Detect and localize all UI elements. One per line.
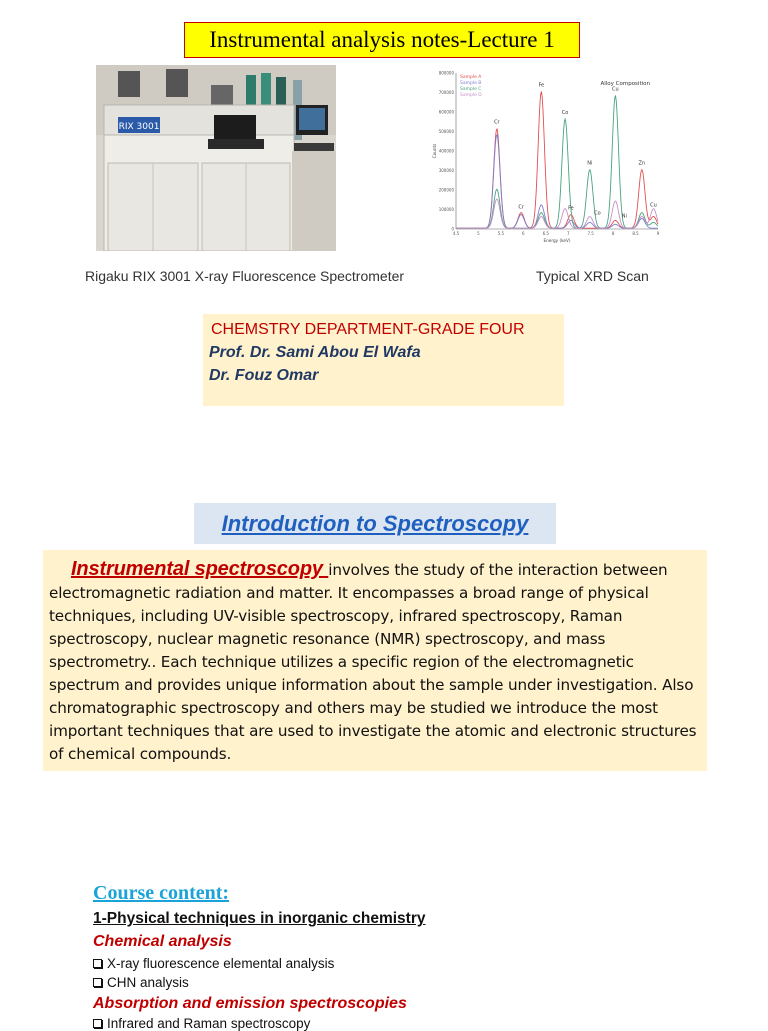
- peak-label: Fe: [538, 82, 545, 89]
- document-title: Instrumental analysis notes-Lecture 1: [184, 22, 580, 58]
- x-tick-label: 5.5: [497, 231, 505, 236]
- list-item-label: X-ray fluorescence elemental analysis: [107, 956, 335, 971]
- doctor-name: Dr. Fouz Omar: [209, 367, 319, 384]
- list-item: [93, 956, 334, 971]
- x-tick-label: 9: [656, 231, 660, 236]
- legend-entry: Sample A: [460, 75, 482, 80]
- peak-label: Cu: [650, 202, 657, 209]
- x-tick-label: 6.5: [542, 231, 549, 236]
- peak-label: Ni: [621, 213, 627, 220]
- chemical-analysis-subheading: Chemical analysis: [93, 933, 232, 950]
- peak-label: Zn: [638, 160, 646, 167]
- xrd-scan-chart: [430, 67, 665, 249]
- legend-entry: Sample C: [460, 87, 482, 92]
- legend-entry: Sample B: [460, 81, 482, 86]
- intro-paragraph: [49, 558, 701, 766]
- intro-paragraph-box: [43, 550, 707, 771]
- peak-label: Cu: [612, 86, 619, 93]
- svg-text:RIX 3001: RIX 3001: [118, 122, 160, 132]
- y-axis-label: Counts: [432, 143, 437, 159]
- professor-name: Prof. Dr. Sami Abou El Wafa: [209, 344, 421, 361]
- x-tick-label: 7.5: [587, 231, 594, 236]
- y-tick-label: 0: [451, 226, 454, 232]
- peak-label: Co: [594, 210, 601, 217]
- y-tick-label: 700000: [438, 90, 454, 95]
- x-tick-label: 8: [611, 231, 615, 236]
- x-tick-label: 7: [566, 231, 570, 236]
- x-tick-label: 5: [477, 231, 480, 236]
- list-item-label: CHN analysis: [107, 975, 189, 990]
- peak-label: Cr: [518, 204, 524, 211]
- x-tick-label: 8.5: [632, 231, 639, 236]
- peak-label: Fe: [568, 205, 574, 212]
- peak-label: Ni: [587, 160, 593, 167]
- department-box: [203, 314, 564, 406]
- y-tick-label: 400000: [438, 148, 454, 154]
- y-tick-label: 200000: [438, 187, 454, 193]
- photo-caption: Rigaku RIX 3001 X-ray Fluorescence Spectrometer: [85, 268, 405, 284]
- course-section-1: 1-Physical techniques in inorganic chemistry: [93, 910, 426, 927]
- intro-body-text: involves the study of the interaction between electromagnetic radiation and matter. It encompasses a broad range of physical techniques, including UV-visible spectroscopy, infrared spectroscopy, Raman spectroscopy, nuclear magnetic resonance (NMR) spectroscopy, and mass spectrometry.. Each technique utilizes a specific region of the electromagnetic spectrum and provides unique information about the sample under investigation. Also chromatographic spectroscopy and others may be studied we introduce the most important techniques that are used to investigate the atomic and electronic structures of chemical compounds.: [49, 561, 697, 763]
- y-tick-label: 800000: [438, 70, 454, 76]
- spectrometer-photo: [96, 65, 336, 251]
- peak-label: Cr: [494, 119, 500, 126]
- x-axis-label: Energy (keV): [543, 238, 571, 243]
- x-tick-label: 6: [522, 231, 525, 236]
- y-tick-label: 500000: [438, 129, 454, 134]
- chart-title: Alloy Composition: [600, 81, 650, 87]
- section-heading-introduction: Introduction to Spectroscopy: [194, 503, 556, 544]
- y-tick-label: 600000: [438, 109, 454, 115]
- department-name: CHEMSTRY DEPARTMENT-GRADE FOUR: [211, 321, 525, 338]
- y-tick-label: 300000: [438, 168, 454, 173]
- intro-lead-term: Instrumental spectroscopy: [71, 558, 329, 580]
- peak-label: Co: [561, 109, 569, 116]
- list-item-label: Infrared and Raman spectroscopy: [107, 1016, 311, 1031]
- legend-entry: Sample D: [460, 93, 482, 98]
- x-tick-label: 4.5: [452, 231, 460, 236]
- checkbox-bullet-icon: [93, 959, 102, 968]
- xrd-caption: Typical XRD Scan: [536, 268, 649, 284]
- checkbox-bullet-icon: [93, 978, 102, 987]
- absorption-emission-subheading: Absorption and emission spectroscopies: [93, 995, 407, 1012]
- y-tick-label: 100000: [438, 207, 454, 212]
- course-content-heading: Course content:: [93, 882, 230, 904]
- list-item: [93, 975, 189, 990]
